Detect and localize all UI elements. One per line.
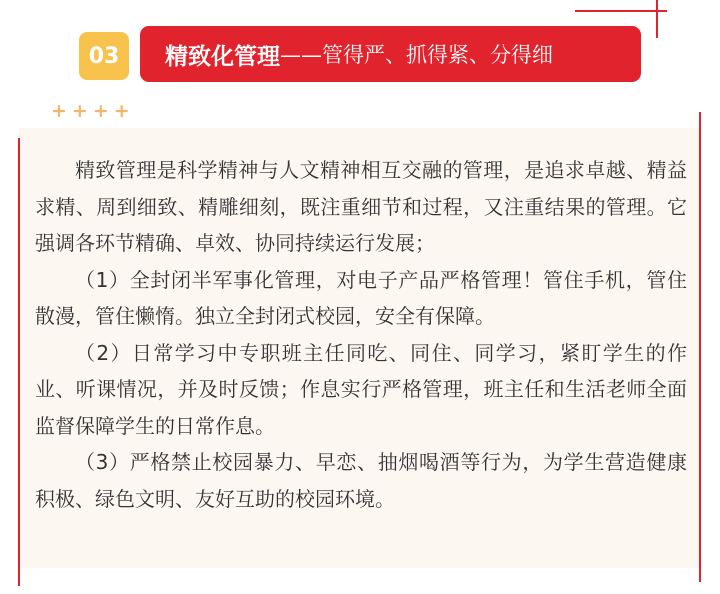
corner-line-vertical bbox=[656, 0, 658, 38]
point-1-paragraph: （1）全封闭半军事化管理，对电子产品严格管理！管住手机，管住散漫，管住懒惰。独立全封闭式校园，安全有保障。 bbox=[35, 267, 687, 328]
plus-decoration: ++++ bbox=[51, 100, 135, 122]
intro-paragraph: 精致管理是科学精神与人文精神相互交融的管理，是追求卓越、精益求精、周到细致、精雕细刻，既注重细节和过程，又注重结果的管理。它强调各环节精确、卓效、协同持续运行发展； bbox=[35, 158, 687, 255]
point-3-paragraph: （3）严格禁止校园暴力、早恋、抽烟喝酒等行为，为学生营造健康积极、绿色文明、友好互助的校园环境。 bbox=[35, 450, 687, 511]
point-2-paragraph: （2）日常学习中专职班主任同吃、同住、同学习，紧盯学生的作业、听课情况，并及时反馈；作息实行严格管理，班主任和生活老师全面监督保障学生的日常作息。 bbox=[35, 340, 687, 438]
section-title: 精致化管理 bbox=[165, 43, 280, 70]
section-title-bar bbox=[140, 26, 641, 82]
section-subtitle: ——管得严、抓得紧、分得细 bbox=[280, 43, 553, 67]
corner-line-horizontal bbox=[575, 10, 667, 12]
border-line-left bbox=[18, 138, 20, 586]
body-text bbox=[35, 152, 687, 517]
border-line-right bbox=[699, 112, 701, 582]
section-number-badge: 03 bbox=[79, 32, 129, 80]
